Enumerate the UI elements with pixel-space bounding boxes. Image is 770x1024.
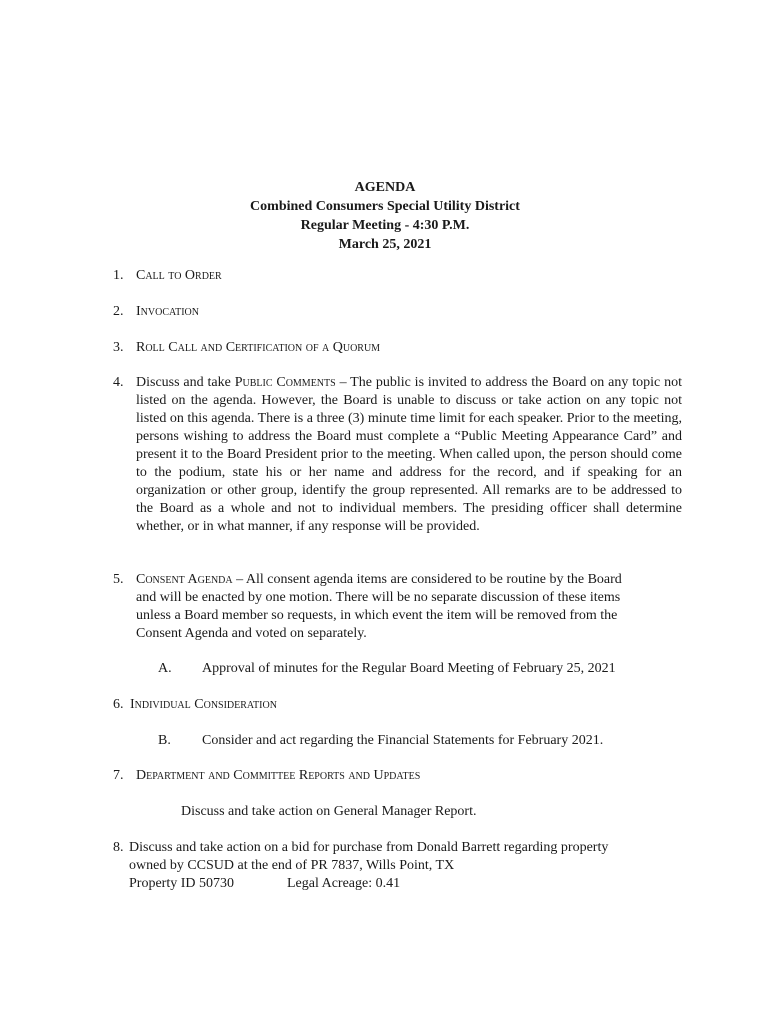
item-number: 7.	[113, 768, 124, 783]
meeting-date: March 25, 2021	[338, 237, 432, 252]
sub-item-letter: A.	[158, 661, 172, 676]
item-title: Department and Committee Reports and Updates	[136, 768, 421, 783]
item-body	[136, 374, 682, 536]
item-number: 2.	[113, 304, 124, 319]
item-line: owned by CCSUD at the end of PR 7837, Wills Point, TX	[129, 858, 455, 873]
item-number: 4.	[113, 375, 124, 390]
legal-acreage: Legal Acreage: 0.41	[287, 876, 401, 891]
sub-item-text: Approval of minutes for the Regular Board Meeting of February 25, 2021	[202, 661, 616, 676]
item-number: 5.	[113, 572, 124, 587]
item-body	[136, 571, 682, 643]
agenda-title: AGENDA	[354, 180, 416, 195]
item-description: – The public is invited to address the Board on any topic not listed on the agenda. However, the Board is unable to discuss or take action on any topic not listed on this agenda. There is a three (3) minute time limit for each speaker. Prior to the meeting, persons wishing to address the Board must complete a “Public Meeting Appearance Card” and present it to the Board President prior to the meeting. When called upon, the person should come to the podium, state his or her name and address for the record, and if speaking for an organization or other group, identify the group represented. All remarks are to be addressed to the Board as a whole and not to individual members. The presiding officer shall determine whether, or in what manner, if any response will be provided.	[136, 375, 682, 534]
item-number: 8.	[113, 840, 124, 855]
item-title: Consent Agenda	[136, 572, 233, 587]
item-line: Discuss and take action on a bid for purchase from Donald Barrett regarding property	[129, 840, 609, 855]
item-prefix: Discuss and take	[136, 375, 235, 390]
meeting-time: Regular Meeting - 4:30 P.M.	[300, 218, 470, 233]
item-number: 6.	[113, 697, 124, 712]
property-id: Property ID 50730	[129, 876, 234, 891]
item-line: unless a Board member so requests, in which event the item will be removed from the	[136, 608, 618, 623]
item-line: – All consent agenda items are considered to be routine by the Board	[232, 572, 622, 587]
property-info	[129, 875, 608, 893]
sub-item-letter: B.	[158, 733, 171, 748]
item-title: Invocation	[136, 304, 199, 319]
item-number: 1.	[113, 268, 124, 283]
item-body	[129, 839, 608, 893]
agenda-header	[0, 178, 770, 254]
sub-item-text: Consider and act regarding the Financial Statements for February 2021.	[202, 733, 604, 748]
item-title: Individual Consideration	[130, 697, 277, 712]
item-title: Call to Order	[136, 268, 222, 283]
item-title: Roll Call and Certification of a Quorum	[136, 340, 381, 355]
organization-name: Combined Consumers Special Utility District	[250, 199, 520, 214]
item-line: Consent Agenda and voted on separately.	[136, 626, 367, 641]
item-title: Public Comments	[234, 375, 336, 390]
item-line: and will be enacted by one motion. There will be no separate discussion of these items	[136, 590, 621, 605]
item-description: Discuss and take action on General Manager Report.	[181, 804, 477, 819]
item-number: 3.	[113, 340, 124, 355]
